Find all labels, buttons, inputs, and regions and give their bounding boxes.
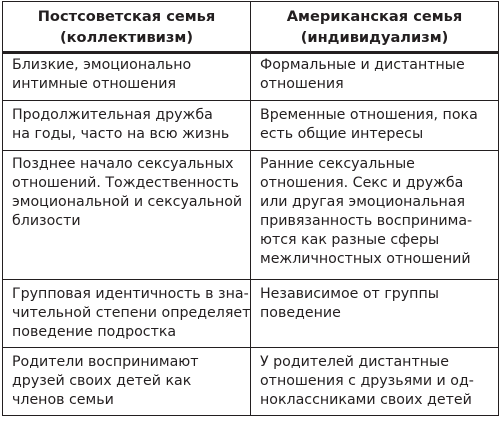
cell-american [251, 151, 499, 280]
header-post-soviet-subtitle: (коллективизм) [59, 29, 193, 46]
cell-line: Ранние сексуальные [260, 156, 415, 172]
header-post-soviet-title: Постсоветская семья [37, 8, 216, 25]
cell-line: или другая эмоциональная [260, 194, 466, 210]
table-row [3, 101, 499, 151]
cell-line: друзей своих детей как [12, 373, 192, 389]
cell-post-soviet [3, 53, 251, 101]
cell-post-soviet [3, 348, 251, 416]
cell-line: интимные отношения [12, 76, 177, 92]
table-row [3, 348, 499, 416]
cell-line: есть общие интересы [260, 126, 424, 142]
cell-line: близости [12, 213, 81, 229]
cell-american [251, 101, 499, 151]
cell-line: Близкие, эмоционально [12, 57, 192, 73]
table-row [3, 280, 499, 348]
cell-line: членов семьи [12, 392, 114, 408]
cell-line: чительной степени определяет [12, 305, 251, 321]
header-american-subtitle: (индивидуализм) [300, 29, 449, 46]
header-american [251, 2, 499, 53]
cell-line: Продолжительная дружба [12, 107, 213, 123]
cell-line: на годы, часто на всю жизнь [12, 126, 230, 142]
cell-line: Позднее начало сексуальных [12, 156, 234, 172]
cell-line: Временные отношения, пока [260, 107, 478, 123]
cell-american [251, 280, 499, 348]
cell-line: отношения [260, 76, 344, 92]
family-comparison-table [2, 1, 499, 416]
cell-line: отношений. Тождественность [12, 175, 239, 191]
cell-american [251, 348, 499, 416]
cell-line: эмоциональной и сексуальной [12, 194, 243, 210]
cell-post-soviet [3, 280, 251, 348]
cell-line: Родители воспринимают [12, 354, 199, 370]
cell-post-soviet [3, 151, 251, 280]
table-row [3, 151, 499, 280]
cell-line: межличностных отношений [260, 251, 471, 267]
cell-line: Независимое от группы [260, 286, 439, 302]
cell-line: поведение [260, 305, 341, 321]
cell-line: ются как разные сферы [260, 232, 440, 248]
header-row [3, 2, 499, 53]
cell-post-soviet [3, 101, 251, 151]
cell-line: поведение подростка [12, 324, 177, 340]
cell-line: Формальные и дистантные [260, 57, 465, 73]
cell-line: У родителей дистантные [260, 354, 449, 370]
cell-line: ноклассниками своих детей [260, 392, 472, 408]
cell-american [251, 53, 499, 101]
header-american-title: Американская семья [286, 8, 463, 25]
cell-line: Групповая идентичность в зна- [12, 286, 249, 302]
cell-line: отношения. Секс и дружба [260, 175, 464, 191]
cell-line: привязанность воспринима- [260, 213, 473, 229]
header-post-soviet [3, 2, 251, 53]
table-row [3, 53, 499, 101]
cell-line: отношения с друзьями и од- [260, 373, 474, 389]
